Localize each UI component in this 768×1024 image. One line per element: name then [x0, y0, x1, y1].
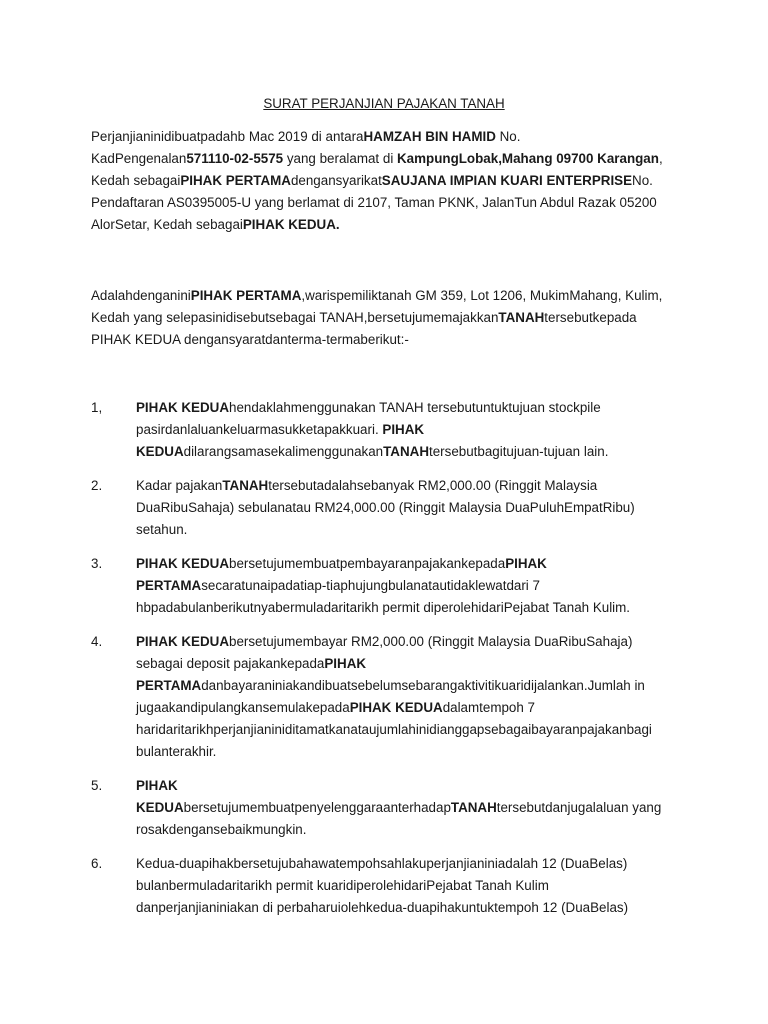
text-line [91, 214, 691, 236]
text-line [136, 741, 684, 763]
text-line [136, 875, 684, 897]
bold-text: TANAH [383, 444, 429, 459]
clause-text [136, 775, 684, 841]
bold-text: PIHAK KEDUA. [242, 217, 340, 232]
bold-text: PIHAK KEDUA [136, 556, 229, 571]
bold-text: HAMZAH BIN HAMID [363, 129, 496, 144]
text-run: DuaRibuSahaja) sebulanatau RM24,000.00 (Ringgit Malaysia DuaPuluhEmpatRibu) [136, 500, 635, 515]
text-line [91, 285, 691, 307]
text-line [136, 597, 684, 619]
text-run: dalamtempoh 7 [442, 700, 535, 715]
agreement-paragraph [91, 285, 691, 351]
text-line [91, 329, 691, 351]
text-run: pasirdanlaluankeluarmasukketapakkuari. [136, 422, 383, 437]
bold-text: TANAH [450, 800, 497, 815]
bold-text: PIHAK PERTAMA [180, 173, 291, 188]
bold-text: PIHAK [136, 778, 178, 793]
bold-text: PIHAK [505, 556, 547, 571]
text-run: bersetujumembayar RM2,000.00 (Ringgit Malaysia DuaRibuSahaja) [229, 634, 633, 649]
text-line [136, 775, 684, 797]
text-run: Kedah sebagai [91, 173, 181, 188]
bold-text: TANAH [498, 310, 545, 325]
text-line [136, 653, 684, 675]
clause-text [136, 631, 684, 763]
text-run: setahun. [136, 522, 188, 537]
text-run: danbayaraniniakandibuatsebelumsebarangaktivitikuaridijalankan.Jumlah in [201, 678, 645, 693]
clause-number: 2. [91, 478, 103, 493]
text-run: , [658, 151, 663, 166]
text-run: tersebutkepada [544, 310, 637, 325]
intro-paragraph [91, 126, 691, 236]
clause-number: 3. [91, 556, 103, 571]
text-run: bulanterakhir. [136, 744, 217, 759]
text-line [136, 897, 684, 919]
text-run: Pendaftaran AS0395005-U yang berlamat di 2107, Taman PKNK, JalanTun Abdul Razak 05200 [91, 195, 657, 210]
text-run: jugaakandipulangkansemulakepada [136, 700, 350, 715]
text-line [136, 475, 684, 497]
bold-text: PIHAK [382, 422, 425, 437]
text-run: dilarangsamasekalimenggunakan [183, 444, 384, 459]
text-run: hbpadabulanberikutnyabermuladaritarikh permit diperolehidariPejabat Tanah Kulim. [136, 600, 631, 615]
bold-text: PERTAMA [136, 578, 202, 593]
text-line [136, 441, 684, 463]
text-line [136, 575, 684, 597]
text-line [91, 170, 691, 192]
text-run: Adalahdenganini [91, 288, 191, 303]
text-line [136, 497, 684, 519]
text-line [136, 519, 684, 541]
bold-text: 571110-02-5575 [186, 151, 284, 166]
text-line [136, 719, 684, 741]
text-run: AlorSetar, Kedah sebagai [91, 217, 243, 232]
text-run: secaratunaipadatiap-tiaphujungbulanatautidaklewatdari 7 [201, 578, 540, 593]
bold-text: PIHAK PERTAMA [190, 288, 302, 303]
text-run: tersebutadalahsebanyak RM2,000.00 (Ringgit Malaysia [268, 478, 598, 493]
text-run: No. [632, 173, 653, 188]
text-line [91, 307, 691, 329]
clause-text [136, 397, 684, 463]
text-run: bersetujumembuatpenyelenggaraanterhadap [183, 800, 451, 815]
text-line [136, 797, 684, 819]
bold-text: KampungLobak,Mahang 09700 Karangan [397, 151, 659, 166]
clause-number: 6. [91, 856, 103, 871]
text-run: sebagai deposit pajakankepada [136, 656, 325, 671]
text-run: Kadar pajakan [136, 478, 223, 493]
text-run: PIHAK KEDUA dengansyaratdanterma-termaberikut:- [91, 332, 409, 347]
text-line [136, 553, 684, 575]
clause-text [136, 475, 684, 541]
bold-text: TANAH [222, 478, 269, 493]
clause-text [136, 553, 684, 619]
text-line [136, 397, 684, 419]
text-run: haridaritarikhperjanjianiniditamatkanataujumlahinidianggapsebagaibayaranpajakanbagi [136, 722, 652, 737]
text-run: danperjanjianiniakan di perbaharuiolehkedua-duapihakuntuktempoh 12 (DuaBelas) [136, 900, 629, 915]
text-line [136, 631, 684, 653]
text-run: yang beralamat di [283, 151, 398, 166]
text-run: bulanbermuladaritarikh permit kuaridiperolehidariPejabat Tanah Kulim [136, 878, 549, 893]
text-line [136, 819, 684, 841]
text-line [136, 675, 684, 697]
bold-text: KEDUA [136, 800, 184, 815]
clause-number: 1, [91, 400, 103, 415]
bold-text: PIHAK [324, 656, 367, 671]
text-run: Kedua-duapihakbersetujubahawatempohsahlakuperjanjianiniadalah 12 (DuaBelas) [136, 856, 628, 871]
text-line [136, 697, 684, 719]
text-run: ,warispemiliktanah GM 359, Lot 1206, MukimMahang, Kulim, [301, 288, 663, 303]
text-run: No. [495, 129, 521, 144]
bold-text: PERTAMA [136, 678, 202, 693]
text-run: KadPengenalan [91, 151, 187, 166]
bold-text: PIHAK KEDUA [349, 700, 443, 715]
text-line [91, 192, 691, 214]
text-line [136, 853, 684, 875]
document-title: SURAT PERJANJIAN PAJAKAN TANAH [263, 96, 505, 111]
text-run: bersetujumembuatpembayaranpajakankepada [229, 556, 506, 571]
bold-text: PIHAK KEDUA [136, 634, 229, 649]
text-run: Perjanjianinidibuatpadahb Mac 2019 di antara [91, 129, 364, 144]
bold-text: PIHAK KEDUA [136, 400, 229, 415]
text-run: rosakdengansebaikmungkin. [136, 822, 307, 837]
text-run: Kedah yang selepasinidisebutsebagai TANAH,bersetujumemajakkan [91, 310, 499, 325]
text-run: tersebutbagitujuan-tujuan lain. [429, 444, 609, 459]
bold-text: SAUJANA IMPIAN KUARI ENTERPRISE [381, 173, 633, 188]
clause-text [136, 853, 684, 919]
text-run: dengansyarikat [290, 173, 382, 188]
text-line [91, 126, 691, 148]
text-line [136, 419, 684, 441]
bold-text: KEDUA [136, 444, 184, 459]
clause-number: 5. [91, 778, 103, 793]
text-line [91, 148, 691, 170]
text-run: hendaklahmenggunakan TANAH tersebutuntuktujuan stockpile [229, 400, 601, 415]
clause-number: 4. [91, 634, 103, 649]
text-run: tersebutdanjugalaluan yang [496, 800, 662, 815]
